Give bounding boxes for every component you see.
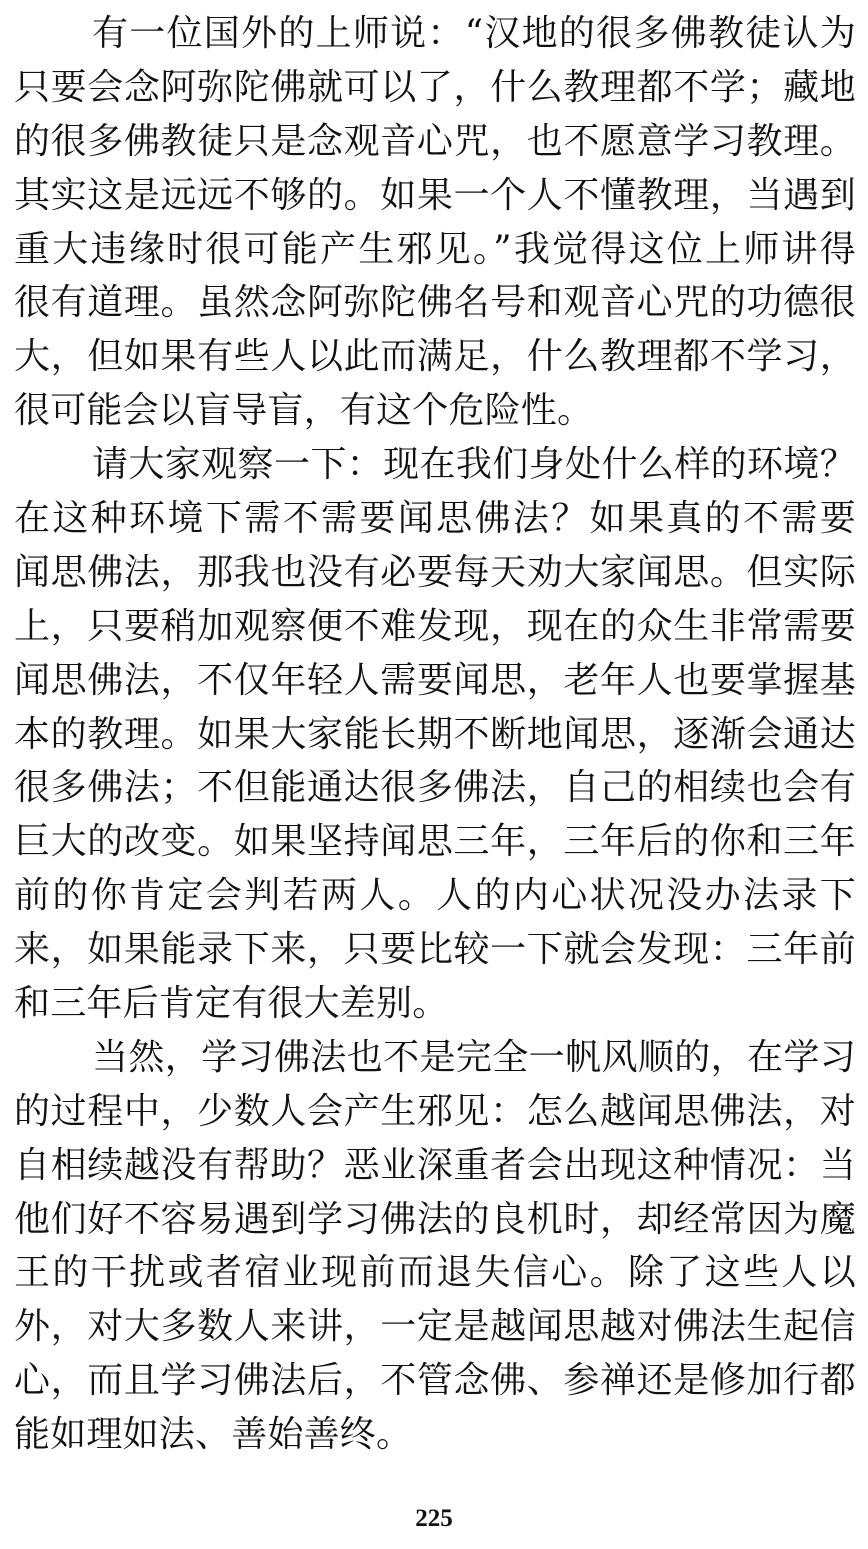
text-line: 大，但如果有些人以此而满足，什么教理都不学习， xyxy=(14,336,856,378)
text-line: 上，只要稍加观察便不难发现，现在的众生非常需要 xyxy=(14,605,856,647)
text-line: 的过程中，少数人会产生邪见：怎么越闻思佛法，对 xyxy=(14,1090,856,1132)
text-line: 和三年后肯定有很大差别。 xyxy=(14,983,449,1025)
paragraph xyxy=(14,7,856,438)
text-line: 重大违缘时很可能产生邪见。”我觉得这位上师讲得 xyxy=(14,228,856,270)
text-line: 有一位国外的上师说：“汉地的很多佛教徒认为 xyxy=(92,13,856,54)
text-line: 能如理如法、善始善终。 xyxy=(14,1414,413,1456)
text-line: 很可能会以盲导盲，有这个危险性。 xyxy=(14,390,594,432)
body-text xyxy=(14,7,856,1462)
text-line: 闻思佛法，不仅年轻人需要闻思，老年人也要掌握基 xyxy=(14,659,856,701)
text-line: 巨大的改变。如果坚持闻思三年，三年后的你和三年 xyxy=(14,821,856,863)
text-line: 其实这是远远不够的。如果一个人不懂教理，当遇到 xyxy=(14,174,856,216)
text-line: 只要会念阿弥陀佛就可以了，什么教理都不学；藏地 xyxy=(14,66,856,108)
text-line: 很有道理。虽然念阿弥陀佛名号和观音心咒的功德很 xyxy=(14,282,856,324)
text-line: 的很多佛教徒只是念观音心咒，也不愿意学习教理。 xyxy=(14,120,856,162)
text-line: 很多佛法；不但能通达很多佛法，自己的相续也会有 xyxy=(14,767,856,809)
text-line: 请大家观察一下：现在我们身处什么样的环境？ xyxy=(92,444,856,486)
text-line: 自相续越没有帮助？恶业深重者会出现这种情况：当 xyxy=(14,1144,856,1186)
paragraph xyxy=(14,438,856,1031)
text-line: 王的干扰或者宿业现前而退失信心。除了这些人以 xyxy=(14,1252,856,1294)
text-line: 前的你肯定会判若两人。人的内心状况没办法录下 xyxy=(14,875,856,917)
text-line: 闻思佛法，那我也没有必要每天劝大家闻思。但实际 xyxy=(14,551,856,593)
text-line: 来，如果能录下来，只要比较一下就会发现：三年前 xyxy=(14,929,856,971)
text-line: 本的教理。如果大家能长期不断地闻思，逐渐会通达 xyxy=(14,713,856,755)
text-line: 他们好不容易遇到学习佛法的良机时，却经常因为魔 xyxy=(14,1198,856,1240)
text-line: 外，对大多数人来讲，一定是越闻思越对佛法生起信 xyxy=(14,1306,856,1348)
text-line: 在这种环境下需不需要闻思佛法？如果真的不需要 xyxy=(14,498,856,540)
paragraph xyxy=(14,1031,856,1462)
page-number: 225 xyxy=(415,1505,453,1532)
text-line: 当然，学习佛法也不是完全一帆风顺的，在学习 xyxy=(92,1036,856,1078)
text-line: 心，而且学习佛法后，不管念佛、参禅还是修加行都 xyxy=(14,1360,856,1402)
